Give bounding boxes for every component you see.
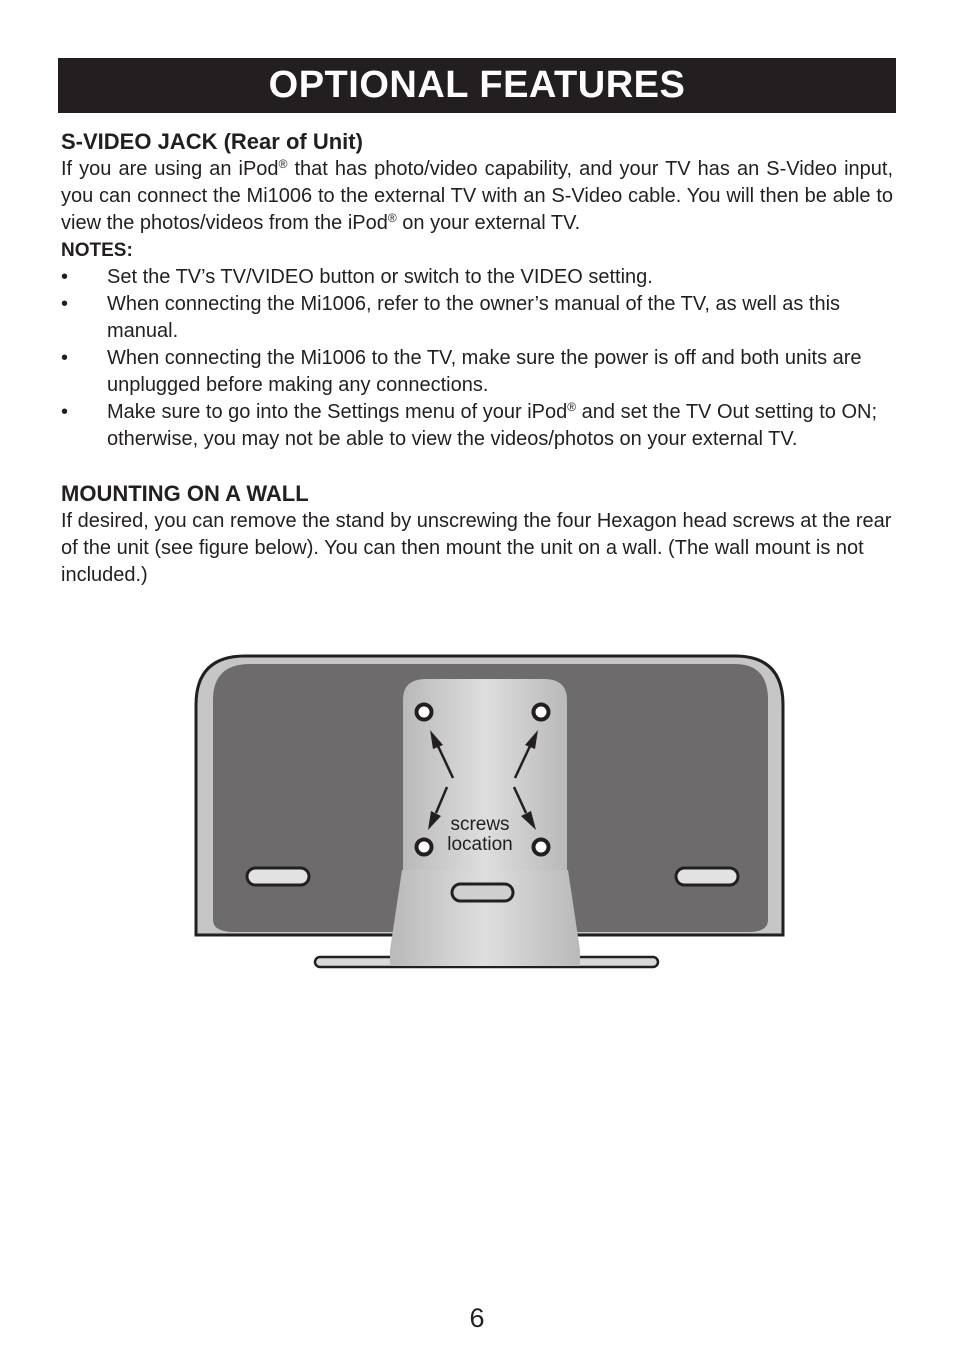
notes-title: NOTES: [61,240,133,261]
left-slot [247,868,309,885]
registered-mark: ® [387,211,397,225]
stand-slot [452,884,513,901]
note-item [61,264,893,291]
registered-mark: ® [278,157,288,171]
note-text: Set the TV’s TV/VIDEO button or switch to the VIDEO setting. [107,266,653,288]
unit-rear-figure [190,650,790,980]
notes-list [61,264,893,453]
note-text: When connecting the Mi1006 to the TV, make sure the power is off and both units are unplugged before making any connections. [107,347,862,396]
page-content [61,128,893,589]
svideo-text-1: If you are using an iPod [61,158,279,180]
svideo-paragraph [61,156,893,237]
svideo-text-2: that has photo/video capability, and your TV has an S-Video input, you can connect the Mi1006 to the external TV with an S-Video cable. You will then be able to view the photos/videos from the iPod [61,158,894,234]
section-title: OPTIONAL FEATURES [58,58,896,113]
screw-top-right [534,705,549,720]
screw-bottom-right [534,840,549,855]
note-item [61,291,893,345]
note-text-2: and set the TV Out setting to ON; otherwise, you may not be able to view the videos/photos on your external TV. [107,401,878,450]
screws-label-line1: screws [450,814,510,835]
note-text-1: Make sure to go into the Settings menu of your iPod [107,401,568,423]
note-item [61,345,893,399]
svideo-text-3: on your external TV. [396,212,581,234]
screw-top-left [417,705,432,720]
note-item [61,399,893,453]
bullet: • [61,293,69,315]
mounting-paragraph: If desired, you can remove the stand by unscrewing the four Hexagon head screws at the rear of the unit (see figure below). You can then mount the unit on a wall. (The wall mount is not included.) [61,510,892,586]
page-number: 6 [469,1303,485,1333]
bullet: • [61,401,69,423]
screws-label-line2: location [447,834,513,855]
screw-bottom-left [417,840,432,855]
bullet: • [61,266,69,288]
mounting-heading: MOUNTING ON A WALL [61,481,309,506]
bullet: • [61,347,69,369]
registered-mark: ® [567,400,577,414]
note-text: When connecting the Mi1006, refer to the owner’s manual of the TV, as well as this manual. [107,293,841,342]
svideo-heading: S-VIDEO JACK (Rear of Unit) [61,129,363,154]
right-slot [676,868,738,885]
